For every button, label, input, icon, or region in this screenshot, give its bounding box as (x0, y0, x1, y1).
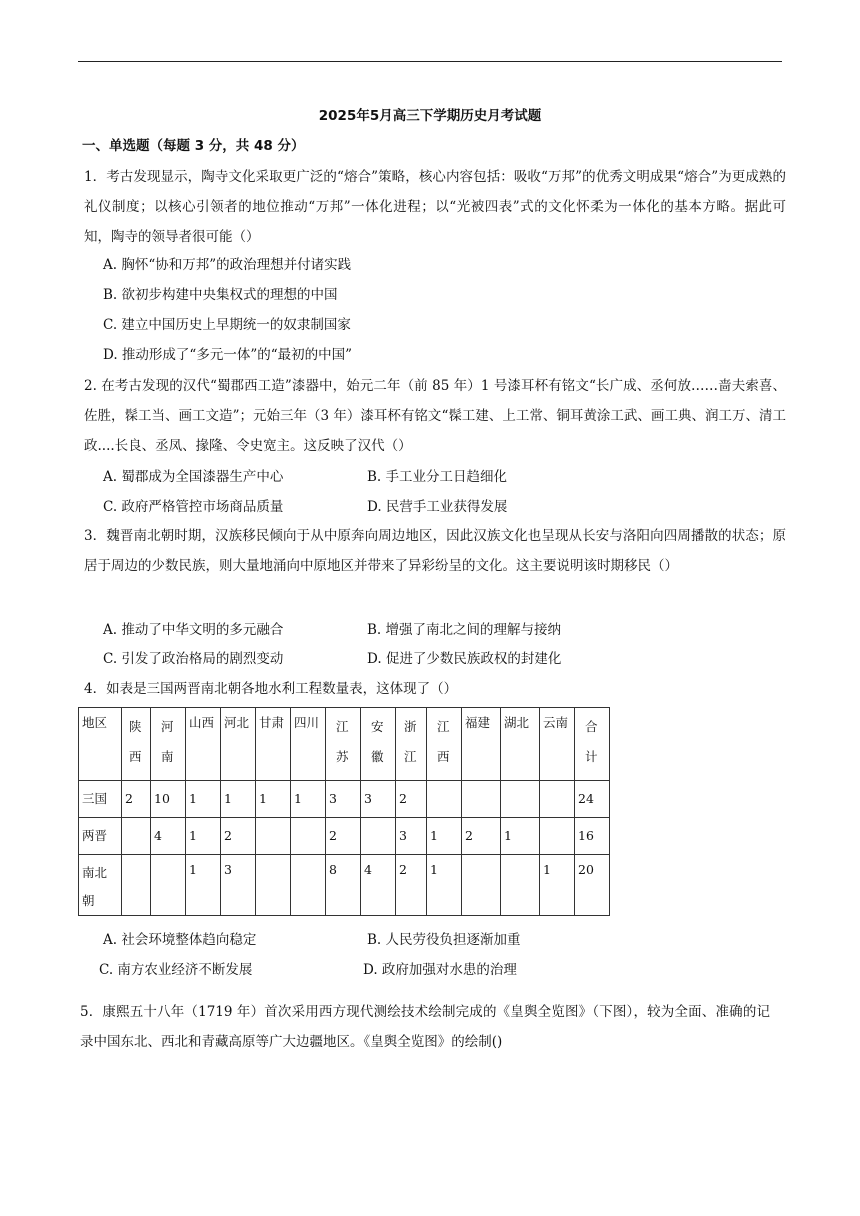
table-header-cell: 山西 (186, 708, 221, 781)
table-header-cell: 安徽 (361, 708, 396, 781)
table-header-cell: 福建 (462, 708, 501, 781)
table-cell: 24 (575, 781, 610, 818)
table-cell: 8 (326, 855, 361, 916)
table-cell (501, 855, 540, 916)
irrigation-table (78, 707, 610, 916)
q1-option-c[interactable]: C. 建立中国历史上早期统一的奴隶制国家 (103, 317, 351, 333)
question-1-text: 1．考古发现显示，陶寺文化采取更广泛的“熔合”策略，核心内容包括：吸收“万邦”的优秀文明成果“熔合”为更成熟的礼仪制度；以核心引领者的地位推动“万邦”一体化进程；以“光被四表”式的文化怀柔为一体化的基本方略。据此可知，陶寺的领导者很可能（） (84, 169, 786, 245)
q1-option-a[interactable]: A. 胸怀“协和万邦”的政治理想并付诸实践 (103, 257, 352, 273)
table-header-cell: 江苏 (326, 708, 361, 781)
table-cell (540, 818, 575, 855)
question-5-text: 5．康熙五十八年（1719 年）首次采用西方现代测绘技术绘制完成的《皇舆全览图》（下图），较为全面、准确的记录中国东北、西北和青藏高原等广大边疆地区。《皇舆全览图》的绘制() (80, 1004, 770, 1050)
table-cell: 1 (427, 855, 462, 916)
table-header-cell: 江西 (427, 708, 462, 781)
q2-option-c[interactable]: C. 政府严格管控市场商品质量 (103, 499, 284, 515)
table-cell (151, 855, 186, 916)
table-cell: 2 (122, 781, 151, 818)
table-cell (291, 818, 326, 855)
table-cell (427, 781, 462, 818)
table-cell (361, 818, 396, 855)
table-cell: 1 (186, 781, 221, 818)
table-cell: 1 (186, 855, 221, 916)
table-header-cell: 合计 (575, 708, 610, 781)
table-cell: 20 (575, 855, 610, 916)
q4-option-b[interactable]: B. 人民劳役负担逐渐加重 (367, 932, 521, 948)
table-cell (540, 781, 575, 818)
table-cell: 4 (361, 855, 396, 916)
table-cell: 4 (151, 818, 186, 855)
table-row (79, 781, 610, 818)
table-header-cell: 浙江 (396, 708, 427, 781)
q4-option-c[interactable]: C. 南方农业经济不断发展 (99, 962, 253, 978)
table-cell: 1 (427, 818, 462, 855)
question-3-text: 3．魏晋南北朝时期，汉族移民倾向于从中原奔向周边地区，因此汉族文化也呈现从长安与洛阳向四周播散的状态；原居于周边的少数民族，则大量地涌向中原地区并带来了异彩纷呈的文化。这主要说明该时期移民（） (84, 528, 786, 574)
page-title: 2025年5月高三下学期历史月考试题 (318, 108, 542, 124)
table-cell: 1 (186, 818, 221, 855)
table-cell: 两晋 (79, 818, 122, 855)
table-cell: 1 (256, 781, 291, 818)
table-cell (462, 855, 501, 916)
table-header-cell: 陕西 (122, 708, 151, 781)
q1-option-b[interactable]: B. 欲初步构建中央集权式的理想的中国 (103, 287, 338, 303)
table-cell: 3 (326, 781, 361, 818)
table-cell: 2 (221, 818, 256, 855)
table-cell: 1 (501, 818, 540, 855)
header-rule (78, 61, 782, 62)
table-header-cell: 云南 (540, 708, 575, 781)
table-cell: 2 (396, 855, 427, 916)
table-cell (122, 855, 151, 916)
q3-option-d[interactable]: D. 促进了少数民族政权的封建化 (367, 651, 562, 667)
table-row (79, 818, 610, 855)
q2-option-b[interactable]: B. 手工业分工日趋细化 (367, 469, 508, 485)
q3-option-a[interactable]: A. 推动了中华文明的多元融合 (103, 622, 284, 638)
table-cell: 1 (291, 781, 326, 818)
q4-option-a[interactable]: A. 社会环境整体趋向稳定 (103, 932, 257, 948)
table-cell (256, 818, 291, 855)
table-cell: 1 (540, 855, 575, 916)
table-header-cell: 甘肃 (256, 708, 291, 781)
table-cell (122, 818, 151, 855)
section-heading: 一、单选题（每题 3 分，共 48 分） (82, 138, 305, 154)
question-2-text: 2. 在考古发现的汉代“蜀郡西工造”漆器中，始元二年（前 85 年）1 号漆耳杯有铭文“长广成、丞何放……啬夫索喜、佐胜，髹工当、画工文造”；元始三年（3 年）漆耳杯有铭文“髹工建、上工常、铜耳黄涂工武、画工典、润工万、清工政....长良、丞凤、掾隆、令史宽主。这反映了汉代（） (84, 378, 786, 454)
table-cell (462, 781, 501, 818)
table-cell: 南北朝 (79, 855, 122, 916)
table-cell: 3 (361, 781, 396, 818)
q3-option-b[interactable]: B. 增强了南北之间的理解与接纳 (367, 622, 562, 638)
table-cell: 16 (575, 818, 610, 855)
table-row (79, 855, 610, 916)
table-cell (256, 855, 291, 916)
table-header-cell: 湖北 (501, 708, 540, 781)
table-cell (501, 781, 540, 818)
table-cell: 2 (462, 818, 501, 855)
table-cell: 三国 (79, 781, 122, 818)
table-cell: 1 (221, 781, 256, 818)
table-header-cell: 河北 (221, 708, 256, 781)
table-cell: 3 (221, 855, 256, 916)
table-header-cell: 地区 (79, 708, 122, 781)
q3-option-c[interactable]: C. 引发了政治格局的剧烈变动 (103, 651, 284, 667)
q1-option-d[interactable]: D. 推动形成了“多元一体”的“最初的中国” (103, 347, 353, 363)
table-header-row (79, 708, 610, 781)
table-cell: 3 (396, 818, 427, 855)
q2-option-d[interactable]: D. 民营手工业获得发展 (367, 499, 508, 515)
table-header-cell: 河南 (151, 708, 186, 781)
table-cell: 10 (151, 781, 186, 818)
q2-option-a[interactable]: A. 蜀郡成为全国漆器生产中心 (103, 469, 284, 485)
table-header-cell: 四川 (291, 708, 326, 781)
table-cell: 2 (326, 818, 361, 855)
table-cell (291, 855, 326, 916)
table-cell: 2 (396, 781, 427, 818)
q4-option-d[interactable]: D. 政府加强对水患的治理 (363, 962, 517, 978)
question-4-text: 4．如表是三国两晋南北朝各地水利工程数量表，这体现了（） (84, 681, 458, 697)
